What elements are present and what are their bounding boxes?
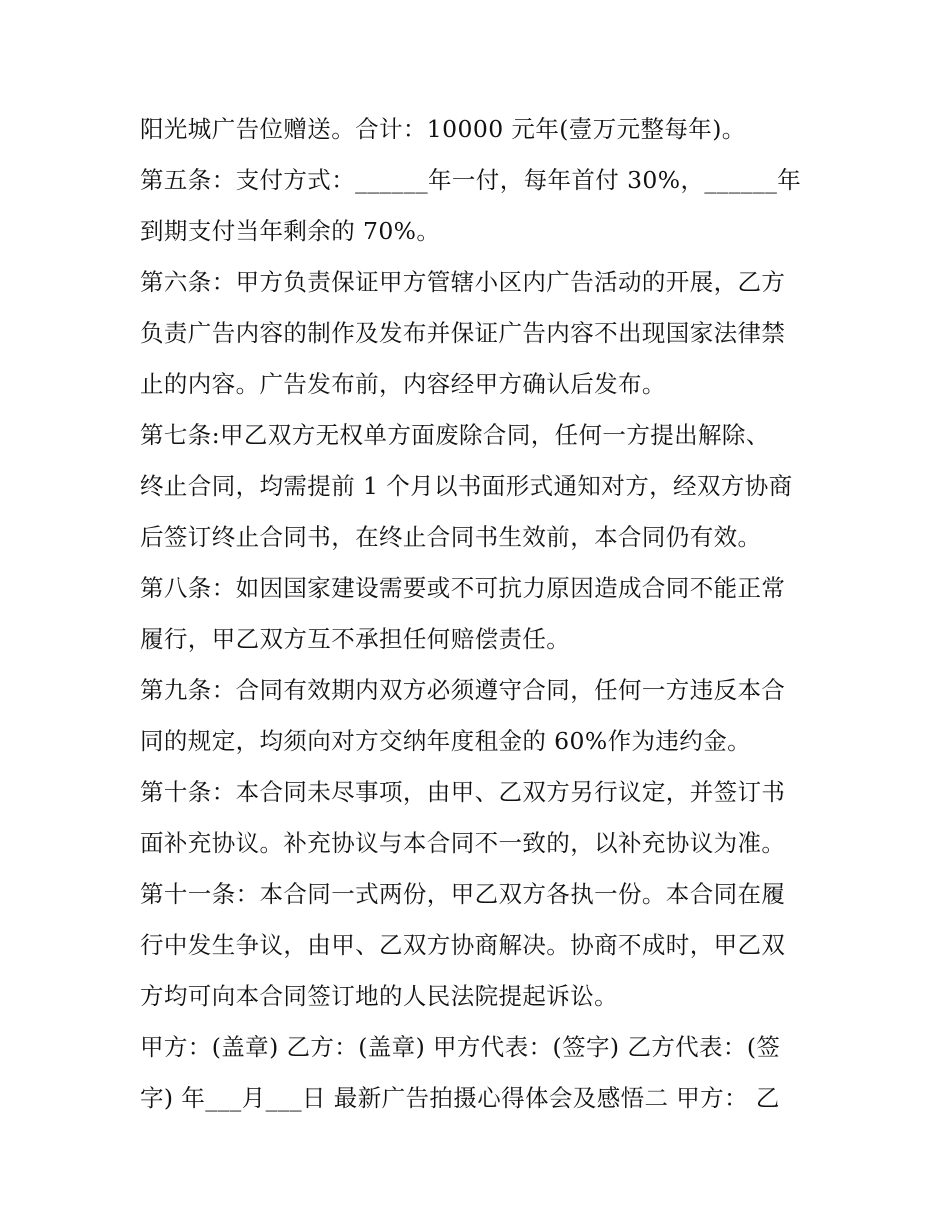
- text-line: 终止合同，均需提前 1 个月以书面形式通知对方，经双方协商: [140, 472, 793, 500]
- text-line: 甲方：(盖章) 乙方：(盖章) 甲方代表：(签字) 乙方代表：(签: [140, 1033, 781, 1061]
- text-line: 第五条：支付方式：______年一付，每年首付 30%，______年: [140, 166, 802, 194]
- text-line: 行中发生争议，由甲、乙双方协商解决。协商不成时，甲乙双: [140, 931, 786, 959]
- text-line: 第九条：合同有效期内双方必须遵守合同，任何一方违反本合: [140, 676, 786, 704]
- text-line: 第十一条：本合同一式两份，甲乙双方各执一份。本合同在履: [140, 880, 786, 908]
- text-line: 后签订终止合同书，在终止合同书生效前，本合同仍有效。: [140, 523, 762, 551]
- text-line: 第六条：甲方负责保证甲方管辖小区内广告活动的开展，乙方: [140, 268, 786, 296]
- text-line: 第七条:甲乙双方无权单方面废除合同，任何一方提出解除、: [140, 421, 770, 449]
- text-line: 负责广告内容的制作及发布并保证广告内容不出现国家法律禁: [140, 319, 786, 347]
- text-line: 阳光城广告位赠送。合计：10000 元年(壹万元整每年)。: [140, 115, 746, 143]
- text-line: 同的规定，均须向对方交纳年度租金的 60%作为违约金。: [140, 727, 752, 755]
- document-body: [140, 104, 816, 1124]
- text-line: 第十条：本合同未尽事项，由甲、乙双方另行议定，并签订书: [140, 778, 786, 806]
- text-line: 履行，甲乙双方互不承担任何赔偿责任。: [140, 625, 571, 653]
- text-line: 字) 年___月___日 最新广告拍摄心得体会及感悟二 甲方： 乙: [140, 1084, 780, 1112]
- text-line: 方均可向本合同签订地的人民法院提起诉讼。: [140, 982, 618, 1010]
- text-line: 止的内容。广告发布前，内容经甲方确认后发布。: [140, 370, 666, 398]
- text-line: 到期支付当年剩余的 70%。: [140, 217, 441, 245]
- text-line: 面补充协议。补充协议与本合同不一致的，以补充协议为准。: [140, 829, 786, 857]
- text-line: 第八条：如因国家建设需要或不可抗力原因造成合同不能正常: [140, 574, 786, 602]
